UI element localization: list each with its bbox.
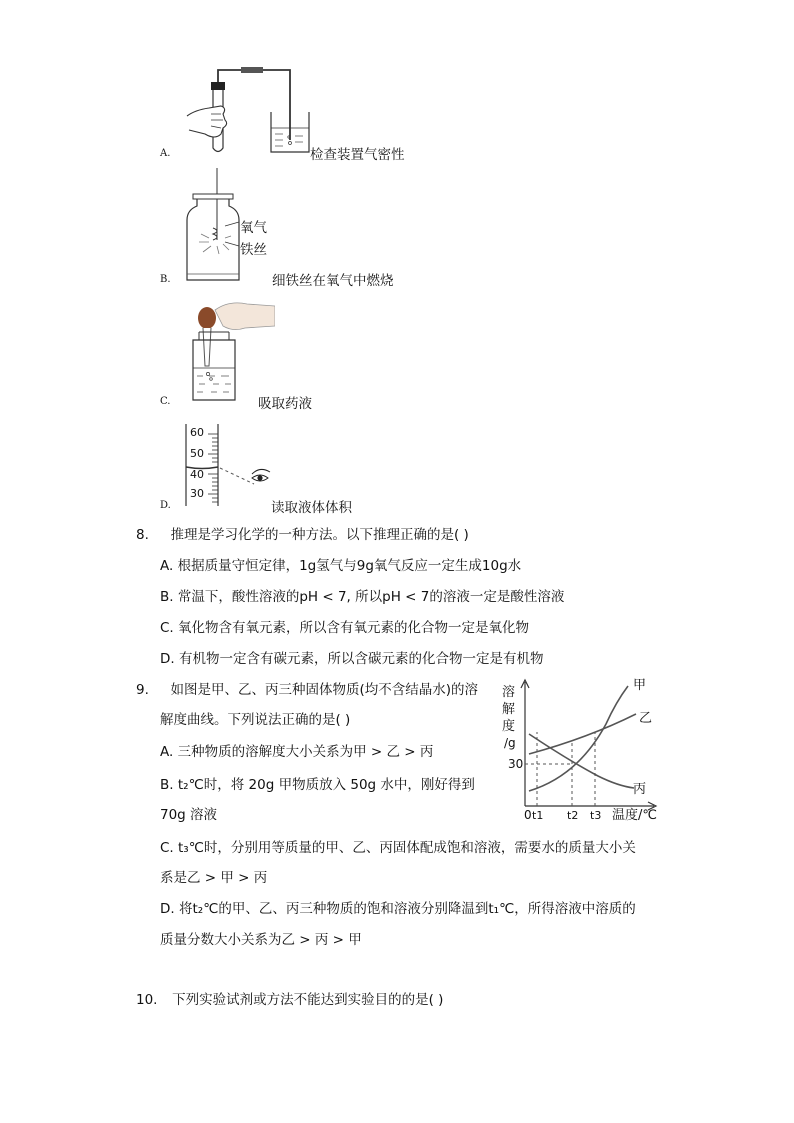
option-letter: C. (160, 396, 171, 407)
series-label-yi: 乙 (639, 711, 653, 726)
temperature-t2: t₂℃ (177, 777, 204, 793)
solubility-curve-chart (478, 676, 664, 822)
scale-40: 40 (190, 468, 204, 481)
q9-option-d: D. 将t₂℃的甲、乙、丙三种物质的饱和溶液分别降温到t₁℃，所得溶液中溶质的 (160, 901, 636, 917)
x-tick-t2: t2 (567, 809, 579, 822)
q8-option-b: B. 常温下，酸性溶液的pH < 7, 所以pH < 7的溶液一定是酸性溶液 (160, 589, 565, 605)
q7-option-b (160, 168, 420, 292)
option-caption: 细铁丝在氧气中燃烧 (272, 273, 394, 289)
temperature-t2: t₂℃ (192, 901, 219, 917)
option-letter: A. (160, 148, 171, 159)
airtightness-apparatus-figure (185, 60, 310, 160)
q8-option-a: A. 根据质量守恒定律，1g氢气与9g氧气反应一定生成10g水 (160, 558, 522, 574)
origin-label: 0 (524, 808, 532, 822)
series-label-bing: 丙 (633, 782, 647, 797)
x-tick-t3: t3 (590, 809, 602, 822)
q9-stem-line2: 解度曲线。下列说法正确的是( ) (160, 712, 351, 728)
iron-wire-burning-figure (185, 168, 245, 284)
y-axis-label-char: 度 (502, 719, 516, 734)
q9-option-c-line2: 系是乙 > 甲 > 丙 (160, 870, 268, 886)
option-letter: B. (160, 274, 171, 285)
y-axis-label-char: /g (504, 736, 516, 750)
question-number: 10. (136, 992, 158, 1008)
y-axis-label-char: 溶 (502, 685, 516, 700)
q7-option-a (160, 60, 420, 164)
q8-stem (136, 526, 469, 544)
x-axis-label: 温度/℃ (612, 808, 657, 822)
option-caption: 读取液体体积 (271, 500, 352, 516)
question-text: 推理是学习化学的一种方法。以下推理正确的是 (170, 527, 454, 543)
q9-option-c: C. t₃℃时，分别用等质量的甲、乙、丙固体配成饱和溶液，需要水的质量大小关 (160, 840, 636, 856)
iron-wire-label: 铁丝 (240, 242, 267, 258)
q8-option-c: C. 氧化物含有氧元素，所以含有氧元素的化合物一定是氧化物 (160, 620, 530, 636)
answer-paren: ( ) (428, 992, 444, 1008)
scale-60: 60 (190, 426, 204, 439)
y-tick-30: 30 (508, 757, 524, 771)
q9-option-a: A. 三种物质的溶解度大小关系为甲 > 乙 > 丙 (160, 744, 434, 760)
question-text: 下列实验试剂或方法不能达到实验目的的是 (172, 992, 429, 1008)
option-caption: 吸取药液 (258, 396, 312, 412)
question-text: 如图是甲、乙、丙三种固体物质(均不含结晶水)的溶 (170, 682, 479, 698)
curve-bing (529, 734, 634, 788)
answer-paren: ( ) (453, 527, 469, 543)
curve-yi (529, 714, 636, 754)
question-number: 9. (136, 682, 149, 698)
q8-option-d: D. 有机物一定含有碳元素，所以含碳元素的化合物一定是有机物 (160, 651, 544, 667)
option-letter: D. (160, 500, 171, 511)
temperature-t1: t₁℃ (488, 901, 515, 917)
q7-option-d (160, 422, 420, 516)
q7-option-c (160, 296, 420, 412)
scale-50: 50 (190, 447, 204, 460)
q9-stem-line1 (136, 681, 478, 699)
scale-30: 30 (190, 487, 204, 500)
q9-option-b: B. t₂℃时，将 20g 甲物质放入 50g 水中，刚好得到 (160, 777, 475, 793)
q10-stem (136, 991, 443, 1009)
x-tick-t1: t1 (532, 809, 544, 822)
temperature-t3: t₃℃ (178, 840, 204, 856)
question-number: 8. (136, 527, 149, 543)
answer-paren: ( ) (335, 712, 351, 728)
dropper-figure (185, 296, 275, 404)
q9-option-d-line2: 质量分数大小关系为乙 > 丙 > 甲 (160, 932, 362, 948)
oxygen-label: 氧气 (240, 220, 267, 236)
option-caption: 检查装置气密性 (310, 147, 405, 163)
q9-option-b-line2: 70g 溶液 (160, 807, 218, 823)
series-label-jia: 甲 (633, 678, 647, 693)
y-axis-label-char: 解 (502, 702, 516, 717)
